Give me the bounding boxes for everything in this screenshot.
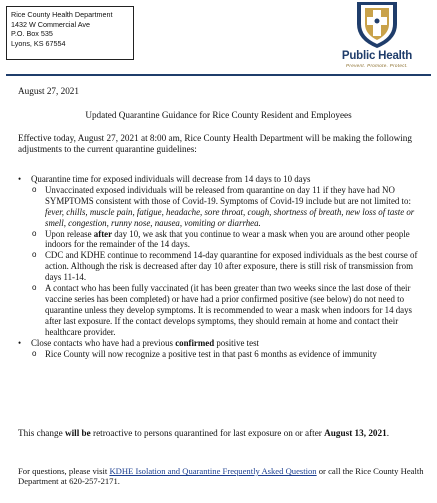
notice-text: retroactive to persons quarantined for last exposure on or after bbox=[90, 428, 325, 438]
list-item bbox=[18, 338, 428, 349]
sub-item-text: Upon release bbox=[45, 228, 94, 239]
retroactive-notice bbox=[18, 428, 423, 439]
intro-paragraph: Effective today, August 27, 2021 at 8:00 am, Rice County Health Department will be making the following adjustments to the current quarantine guidelines: bbox=[18, 133, 412, 154]
letter-date: August 27, 2021 bbox=[18, 86, 79, 96]
circle-bullet-icon: o bbox=[32, 348, 37, 358]
letter-title: Updated Quarantine Guidance for Rice County Resident and Employees bbox=[85, 110, 352, 120]
circle-bullet-icon: o bbox=[32, 250, 37, 260]
circle-bullet-icon: o bbox=[32, 228, 37, 238]
sub-item-text: A contact who has been fully vaccinated (it has been greater than two weeks since the last dose of their vaccine series has been completed) or have had a prior confirmed positive (see below) do not need to quarantine unless they develop symptoms. It is recommended to wear a mask when indoors for 14 days after last exposure. If the contact develops symptoms, they should remain at home and contact their healthcare provider. bbox=[45, 283, 412, 337]
sub-list-item bbox=[18, 349, 428, 360]
header-rule bbox=[6, 74, 431, 76]
shield-cross-emblem-icon bbox=[353, 0, 401, 50]
sub-list-item bbox=[18, 229, 428, 251]
footer-text: or call the Rice County Health Department at 620-257-2171. bbox=[18, 466, 424, 487]
notice-text: This change bbox=[18, 428, 65, 438]
bullet-text: positive test bbox=[214, 337, 260, 348]
sub-list-item bbox=[18, 250, 428, 283]
notice-text: . bbox=[386, 428, 390, 438]
public-health-logo bbox=[327, 0, 427, 72]
sub-item-text: day 10, we ask that you continue to wear a mask when you are around other people indoors for the remainder of the 14 days. bbox=[45, 228, 410, 250]
sub-list-item bbox=[18, 283, 428, 338]
address-line: Lyons, KS 67554 bbox=[11, 38, 66, 48]
emphasis-text: confirmed bbox=[175, 337, 215, 348]
address-box bbox=[6, 6, 134, 60]
emphasis-text: after bbox=[93, 228, 113, 239]
kdhe-faq-link[interactable]: KDHE Isolation and Quarantine Frequently Asked Question bbox=[109, 466, 317, 476]
guideline-list bbox=[18, 174, 428, 359]
list-item bbox=[18, 174, 428, 185]
symptom-list: fever, chills, muscle pain, fatigue, headache, sore throat, cough, shortness of breath, new loss of taste or smell, congestion, runny nose, nausea, vomiting or diarrhea. bbox=[45, 206, 415, 228]
sub-item-text: Rice County will now recognize a positive test in that past 6 months as evidence of immunity bbox=[45, 348, 377, 359]
circle-bullet-icon: o bbox=[32, 184, 37, 194]
address-line: 1432 W Commercial Ave bbox=[11, 19, 90, 29]
logo-name: Public Health bbox=[341, 50, 413, 62]
retro-date: August 13, 2021 bbox=[324, 428, 387, 438]
emphasis-text: will be bbox=[64, 428, 91, 438]
address-line: P.O. Box 535 bbox=[11, 29, 53, 39]
contact-footer bbox=[18, 466, 428, 487]
sub-list-item bbox=[18, 185, 428, 229]
sub-item-text: Unvaccinated exposed individuals will be released from quarantine on day 11 if they have had NO SYMPTOMS consistent with those of Covid-19. Symptoms of Covid-19 include but are not limited to: bbox=[45, 184, 411, 206]
bullet-text: Close contacts who have had a previous bbox=[31, 337, 176, 348]
circle-bullet-icon: o bbox=[32, 283, 37, 293]
footer-text: For questions, please visit bbox=[18, 466, 110, 476]
sub-item-text: CDC and KDHE continue to recommend 14-day quarantine for exposed individuals as the best course of action. Although the risk is decreased after day 10 after exposure, there is still risk of transmission from days 11-14. bbox=[45, 250, 418, 283]
bullet-text: Quarantine time for exposed individuals will decrease from 14 days to 10 days bbox=[31, 174, 311, 184]
address-line: Rice County Health Department bbox=[11, 10, 113, 19]
logo-tagline: Prevent. Promote. Protect. bbox=[346, 63, 408, 68]
